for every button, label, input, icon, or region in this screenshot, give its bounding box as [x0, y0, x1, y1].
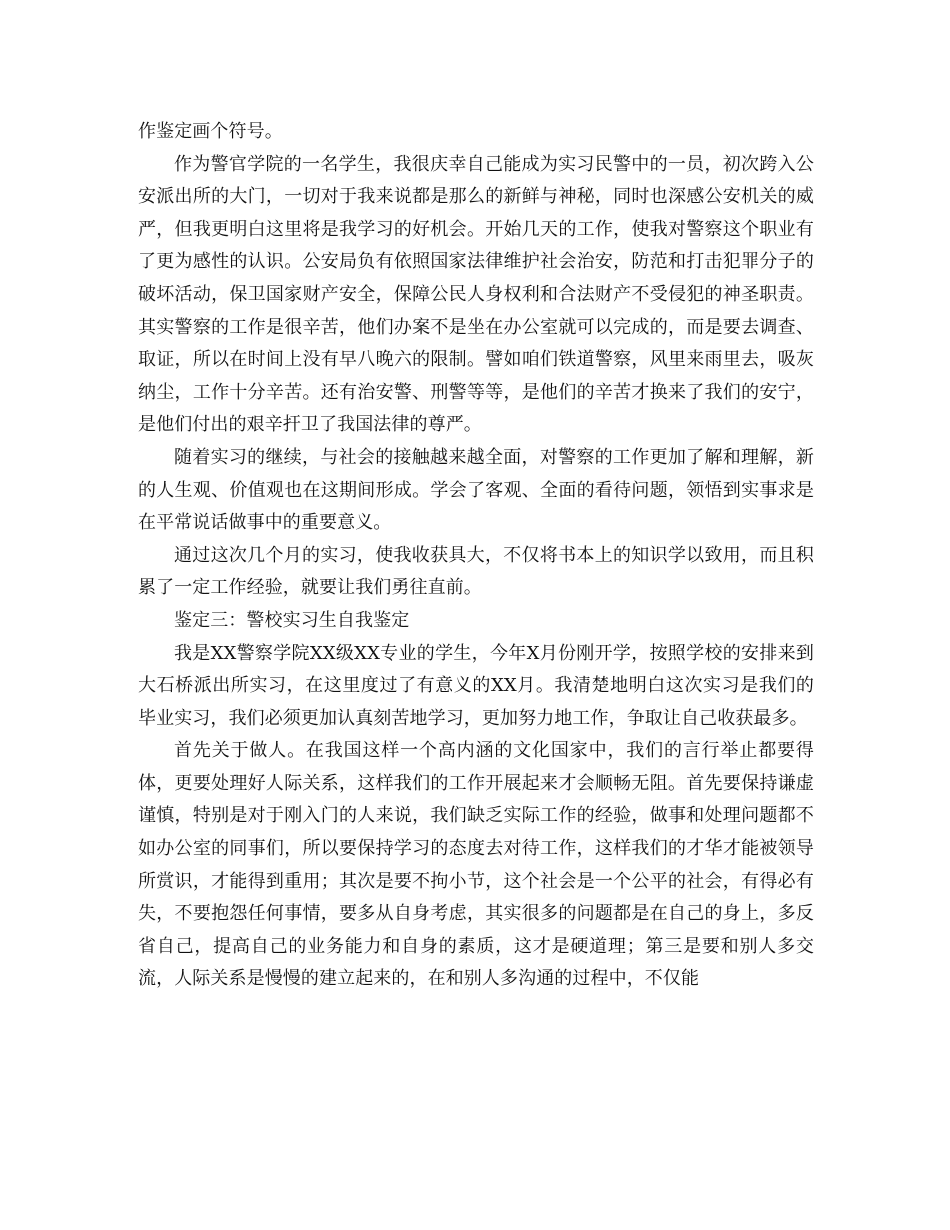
paragraph-social-contact: 随着实习的继续，与社会的接触越来越全面，对警察的工作更加了解和理解，新的人生观、价值观也在这期间形成。学会了客观、全面的看待问题，领悟到实事求是在平常说话做事中的重要意义。 — [138, 446, 814, 534]
paragraph-continuation: 作鉴定画个符号。 — [138, 121, 283, 142]
paragraph-harvest: 通过这次几个月的实习，使我收获具大，不仅将书本上的知识学以致用，而且积累了一定工作经验，就要让我们勇往直前。 — [138, 544, 814, 599]
section-heading: 鉴定三：警校实习生自我鉴定 — [174, 609, 410, 631]
paragraph-internship-impressions: 作为警官学院的一名学生，我很庆幸自己能成为实习民警中的一员，初次跨入公安派出所的大门，一切对于我来说都是那么的新鲜与神秘，同时也深感公安机关的威严，但我更明白这里将是我学习的好机会。开始几天的工作，使我对警察这个职业有了更为感性的认识。公安局负有依照国家法律维护社会治安，防范和打击犯罪分子的破坏活动，保卫国家财产安全，保障公民人身权利和合法财产不受侵犯的神圣职责。其实警察的工作是很辛苦，他们办案不是坐在办公室就可以完成的，而是要去调查、取证，所以在时间上没有早八晚六的限制。譬如咱们铁道警察，风里来雨里去，吸灰纳尘，工作十分辛苦。还有治安警、刑警等等，是他们的辛苦才换来了我们的安宁，是他们付出的艰辛扞卫了我国法律的尊严。 — [138, 153, 814, 436]
paragraph-introduction: 我是XX警察学院XX级XX专业的学生，今年X月份刚开学，按照学校的安排来到大石桥派出所实习，在这里度过了有意义的XX月。我清楚地明白这次实习是我们的毕业实习，我们必须更加认真刻苦地学习，更加努力地工作，争取让自己收获最多。 — [138, 642, 814, 729]
paragraph-being-a-person: 首先关于做人。在我国这样一个高内涵的文化国家中，我们的言行举止都要得体，更要处理好人际关系，这样我们的工作开展起来才会顺畅无阻。首先要保持谦虚谨慎，特别是对于刚入门的人来说，我们缺乏实际工作的经验，做事和处理问题都不如办公室的同事们，所以要保持学习的态度去对待工作，这样我们的才华才能被领导所赏识，才能得到重用；其次是要不拘小节，这个社会是一个公平的社会，有得必有失，不要抱怨任何事情，要多从自身考虑，其实很多的问题都是在自己的身上，多反省自己，提高自己的业务能力和自身的素质，这才是硬道理；第三是要和别人多交流，人际关系是慢慢的建立起来的，在和别人多沟通的过程中，不仅能 — [138, 740, 814, 990]
document-body — [138, 116, 814, 996]
